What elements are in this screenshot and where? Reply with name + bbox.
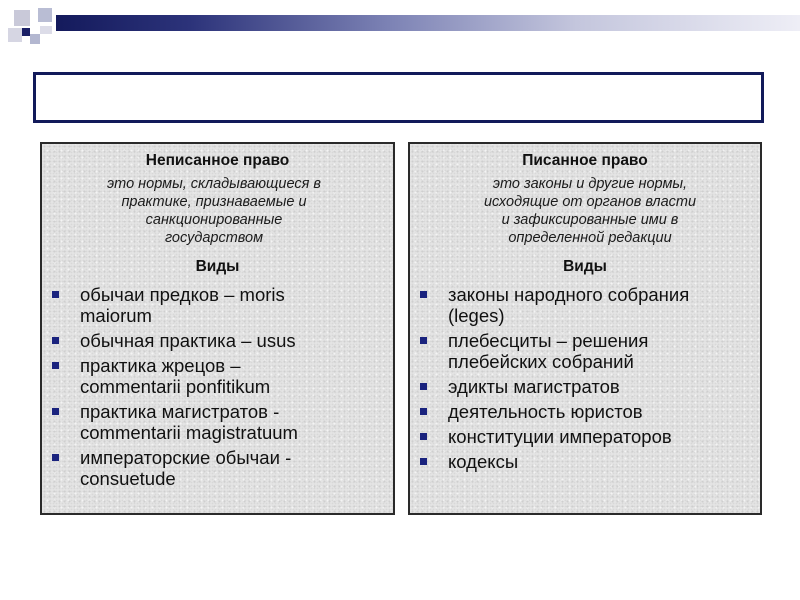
square-bullet-icon (420, 433, 427, 440)
panel-definition (440, 175, 740, 247)
definition-line: и зафиксированные ими в (501, 212, 679, 228)
list-item (52, 447, 382, 489)
list-item-line: плебейских собраний (448, 351, 634, 372)
definition-line: это нормы, складывающиеся в (107, 176, 321, 192)
list-item-line: императорские обычаи - (80, 447, 292, 468)
definition-line: это законы и другие нормы, (492, 176, 688, 192)
decorative-square (8, 28, 22, 42)
definition-line: государством (164, 230, 264, 246)
list-item (420, 451, 750, 472)
definition-line: исходящие от органов власти (483, 194, 697, 210)
panel-heading: Неписанное право (145, 152, 290, 169)
square-bullet-icon (420, 458, 427, 465)
list-item-line: кодексы (448, 451, 519, 472)
slide-title-box[interactable] (33, 72, 764, 123)
square-bullet-icon (52, 362, 59, 369)
list-item-line: эдикты магистратов (448, 376, 620, 397)
list-item-line: практика жрецов – (80, 355, 241, 376)
square-bullet-icon (52, 408, 59, 415)
list-item (420, 284, 750, 326)
list-item-line: обычная практика – usus (80, 330, 296, 351)
list-item-line: обычаи предков – moris (80, 284, 285, 305)
list-item-line: maiorum (80, 305, 152, 326)
square-bullet-icon (420, 383, 427, 390)
square-bullet-icon (420, 408, 427, 415)
list-item (52, 284, 382, 326)
unwritten-law-panel (40, 142, 395, 515)
list-item-line: практика магистратов - (80, 401, 280, 422)
square-bullet-icon (52, 454, 59, 461)
header-gradient-bar (56, 15, 800, 31)
list-item (420, 426, 750, 447)
square-bullet-icon (420, 337, 427, 344)
list-item-line: деятельность юристов (448, 401, 643, 422)
list-item (420, 330, 750, 372)
list-item-line: законы народного собрания (448, 284, 690, 305)
decorative-square (14, 10, 30, 26)
list-item (420, 401, 750, 422)
decorative-square (38, 8, 52, 22)
square-bullet-icon (52, 291, 59, 298)
definition-line: определенной редакции (508, 230, 672, 246)
definition-line: практике, признаваемые и (121, 194, 307, 210)
list-item (52, 355, 382, 397)
square-bullet-icon (420, 291, 427, 298)
list-item-line: (leges) (448, 305, 505, 326)
list-item-line: consuetude (80, 468, 176, 489)
list-item-line: плебесциты – решения (448, 330, 649, 351)
kinds-heading: Виды (563, 258, 607, 275)
square-bullet-icon (52, 337, 59, 344)
decorative-square (30, 34, 40, 44)
decorative-square (22, 28, 30, 36)
kinds-list (420, 284, 750, 476)
list-item (52, 401, 382, 443)
list-item-line: commentarii ponfitikum (80, 376, 271, 397)
list-item (52, 330, 382, 351)
definition-line: санкционированные (145, 212, 283, 228)
list-item (420, 376, 750, 397)
panel-heading: Писанное право (522, 152, 648, 169)
panel-definition (64, 175, 364, 247)
list-item-line: commentarii magistratuum (80, 422, 298, 443)
decorative-square (40, 26, 52, 34)
written-law-panel (408, 142, 762, 515)
list-item-line: конституции императоров (448, 426, 672, 447)
kinds-heading: Виды (195, 258, 240, 275)
kinds-list (52, 284, 382, 493)
